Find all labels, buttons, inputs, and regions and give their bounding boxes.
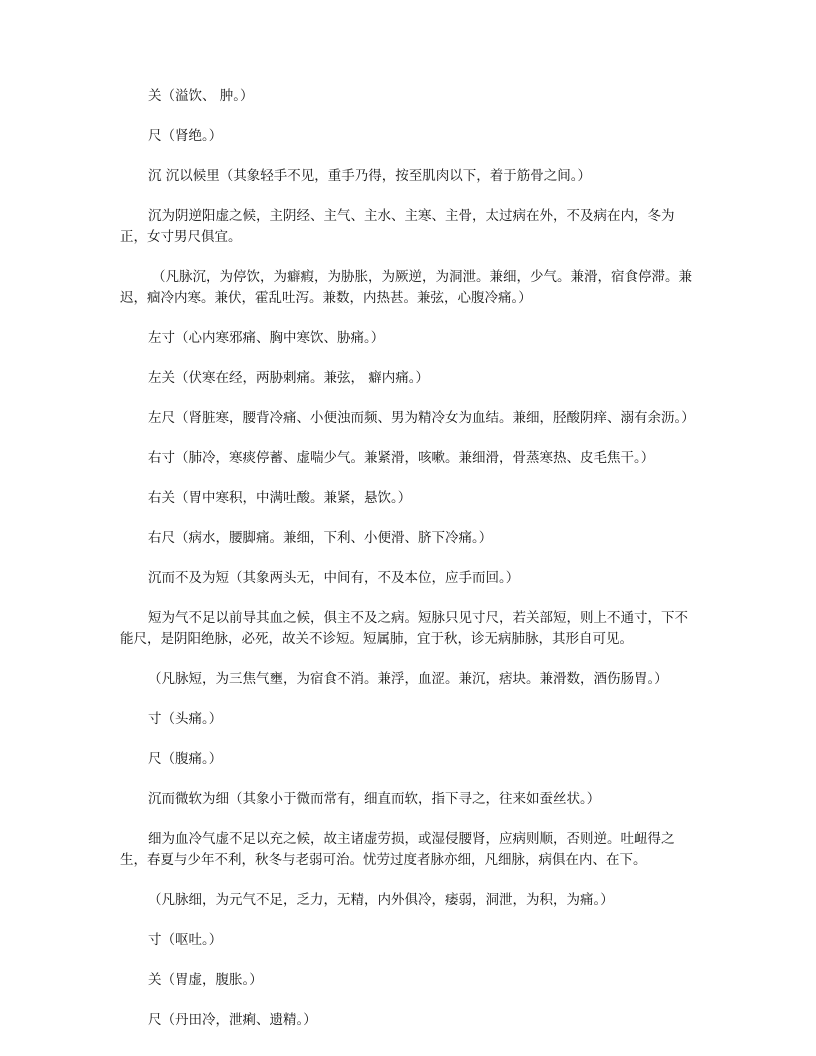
paragraph: 左尺（肾脏寒，腰背冷痛、小便浊而频、男为精冷女为血结。兼细，胫酸阴痒、溺有余沥。） (148, 410, 695, 426)
paragraph: 左寸（心内寒邪痛、胸中寒饮、胁痛。） (148, 330, 385, 346)
paragraph: 右寸（肺冷，寒痰停蓄、虚喘少气。兼紧滑，咳嗽。兼细滑，骨蒸寒热、皮毛焦干。） (148, 450, 655, 466)
paragraph: 右尺（病水，腰脚痛。兼细，下利、小便滑、脐下冷痛。） (148, 530, 493, 546)
paragraph: 左关（伏寒在经，两胁刺痛。兼弦， 癖内痛。） (148, 370, 430, 386)
paragraph: 短为气不足以前导其血之候，俱主不及之病。短脉只见寸尺，若关部短，则上不通寸，下不能尺，是阴阳绝脉，必死，故关不诊短。短属肺，宜于秋，诊无病肺脉，其形自可见。 (120, 610, 688, 647)
paragraph: 沉而不及为短（其象两头无，中间有，不及本位，应手而回。） (148, 570, 520, 586)
paragraph: 尺（腹痛。） (148, 751, 223, 767)
document-page (120, 86, 698, 1050)
paragraph: 沉为阴逆阳虚之候，主阴经、主气、主水、主寒、主骨，太过病在外，不及病在内，冬为正，女寸男尺俱宜。 (120, 208, 675, 245)
paragraph: 沉 沉以候里（其象轻手不见，重手乃得，按至肌肉以下，着于筋骨之间。） (148, 168, 592, 184)
paragraph: 右关（胃中寒积，中满吐酸。兼紧，悬饮。） (148, 490, 412, 506)
paragraph: 尺（肾绝。） (148, 128, 223, 144)
paragraph: 寸（呕吐。） (148, 932, 223, 948)
paragraph: 沉而微软为细（其象小于微而常有，细直而软，指下寻之，往来如蚕丝状。） (148, 791, 601, 807)
paragraph: （凡脉沉，为停饮，为癖瘕，为胁胀，为厥逆，为洞泄。兼细，少气。兼滑，宿食停滞。兼迟，痼冷内寒。兼伏，霍乱吐泻。兼数，内热甚。兼弦，心腹冷痛。） (120, 269, 692, 306)
paragraph: 寸（头痛。） (148, 711, 223, 727)
paragraph: 关（胃虚，腹胀。） (148, 972, 263, 988)
paragraph: 尺（丹田冷，泄痢、遗精。） (148, 1012, 317, 1028)
paragraph: （凡脉细，为元气不足，乏力，无精，内外俱冷，痿弱，洞泄，为积，为痛。） (148, 892, 614, 908)
paragraph: （凡脉短，为三焦气壅，为宿食不消。兼浮，血涩。兼沉，痞块。兼滑数，酒伤肠胃。） (148, 671, 668, 687)
paragraph: 细为血冷气虚不足以充之候，故主诸虚劳损，或湿侵腰肾，应病则顺，否则逆。吐衄得之生，春夏与少年不利，秋冬与老弱可治。忧劳过度者脉亦细，凡细脉，病俱在内、在下。 (120, 831, 675, 868)
paragraph: 关（溢饮、 肿。） (148, 88, 254, 104)
